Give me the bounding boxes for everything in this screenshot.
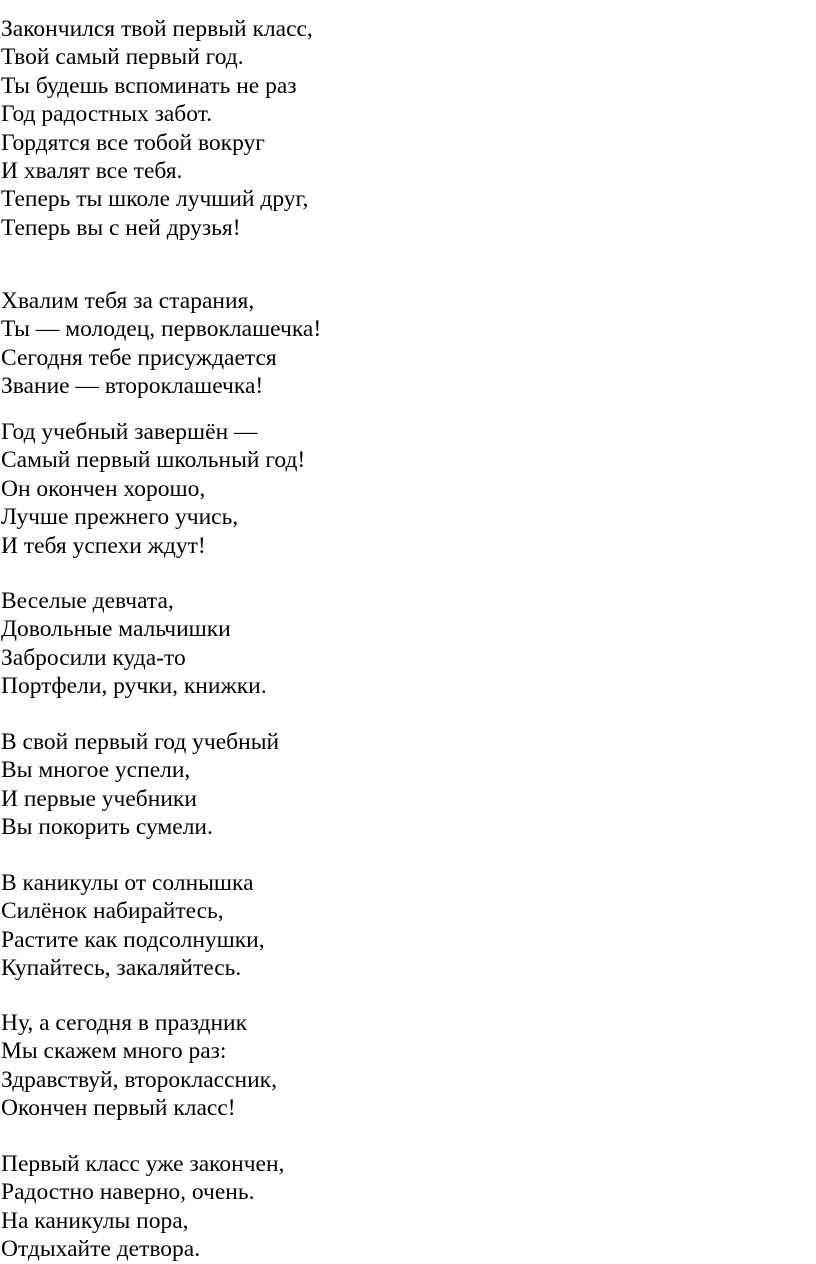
poem-line: И тебя успехи ждут! (1, 532, 206, 559)
poem-line: В свой первый год учебный (1, 729, 280, 755)
poem-line: Сегодня тебе присуждается (1, 344, 277, 371)
poem-line: Мы скажем много раз: (1, 1038, 227, 1065)
poem-line: И первые учебники (1, 785, 197, 812)
poem-line: Теперь ты школе лучший друг, (1, 186, 309, 213)
poem-line: Ну, а сегодня в праздник (1, 1010, 248, 1036)
stanza-7 (1, 1009, 277, 1123)
poem-line: Ты будешь вспоминать не раз (1, 72, 297, 99)
stanza-4 (1, 587, 267, 701)
poem-line: Радостно наверно, очень. (1, 1179, 255, 1206)
poem-line: Ты — молодец, первоклашечка! (1, 316, 322, 343)
stanza-8 (1, 1150, 284, 1264)
poem-line: Растите как подсолнушки, (1, 926, 265, 953)
poem-line: Силёнок набирайтесь, (1, 898, 224, 925)
poem-line: Он окончен хорошо, (1, 475, 206, 502)
poem-line: Лучше прежнего учись, (1, 504, 239, 531)
stanza-3 (1, 418, 305, 560)
poem-line: Закончился твой первый класс, (1, 16, 313, 42)
poem-line: Купайтесь, закаляйтесь. (1, 955, 242, 982)
poem-line: Окончен первый класс! (1, 1095, 236, 1122)
poem-line: Теперь вы с ней друзья! (1, 214, 241, 241)
stanza-2 (1, 287, 321, 401)
poem-line: Портфели, ручки, книжки. (1, 673, 267, 700)
stanza-5 (1, 728, 279, 842)
poem-line: Здравствуй, второклассник, (1, 1066, 277, 1093)
poem-line: Вы многое успели, (1, 757, 191, 784)
poem-line: В каникулы от солнышка (1, 870, 254, 896)
poem-line: Забросили куда-то (1, 644, 186, 671)
stanza-1 (1, 15, 313, 242)
poem-line: Звание — второклашечка! (1, 373, 264, 400)
poem-line: Твой самый первый год. (1, 44, 244, 71)
poem-line: Отдыхайте детвора. (1, 1236, 201, 1263)
poem-line: Довольные мальчишки (1, 616, 231, 643)
poem-line: Гордятся все тобой вокруг (1, 129, 265, 156)
poem-line: Год радостных забот. (1, 101, 213, 128)
poem-line: Веселые девчата, (1, 588, 174, 614)
poem-line: И хвалят все тебя. (1, 158, 183, 185)
poem-line: Хвалим тебя за старания, (1, 288, 255, 314)
poem-line: На каникулы пора, (1, 1207, 189, 1234)
poem-line: Первый класс уже закончен, (1, 1151, 285, 1177)
poem-line: Самый первый школьный год! (1, 447, 306, 474)
poem-line: Вы покорить сумели. (1, 814, 213, 841)
poem-line: Год учебный завершён — (1, 419, 258, 445)
stanza-6 (1, 869, 265, 983)
